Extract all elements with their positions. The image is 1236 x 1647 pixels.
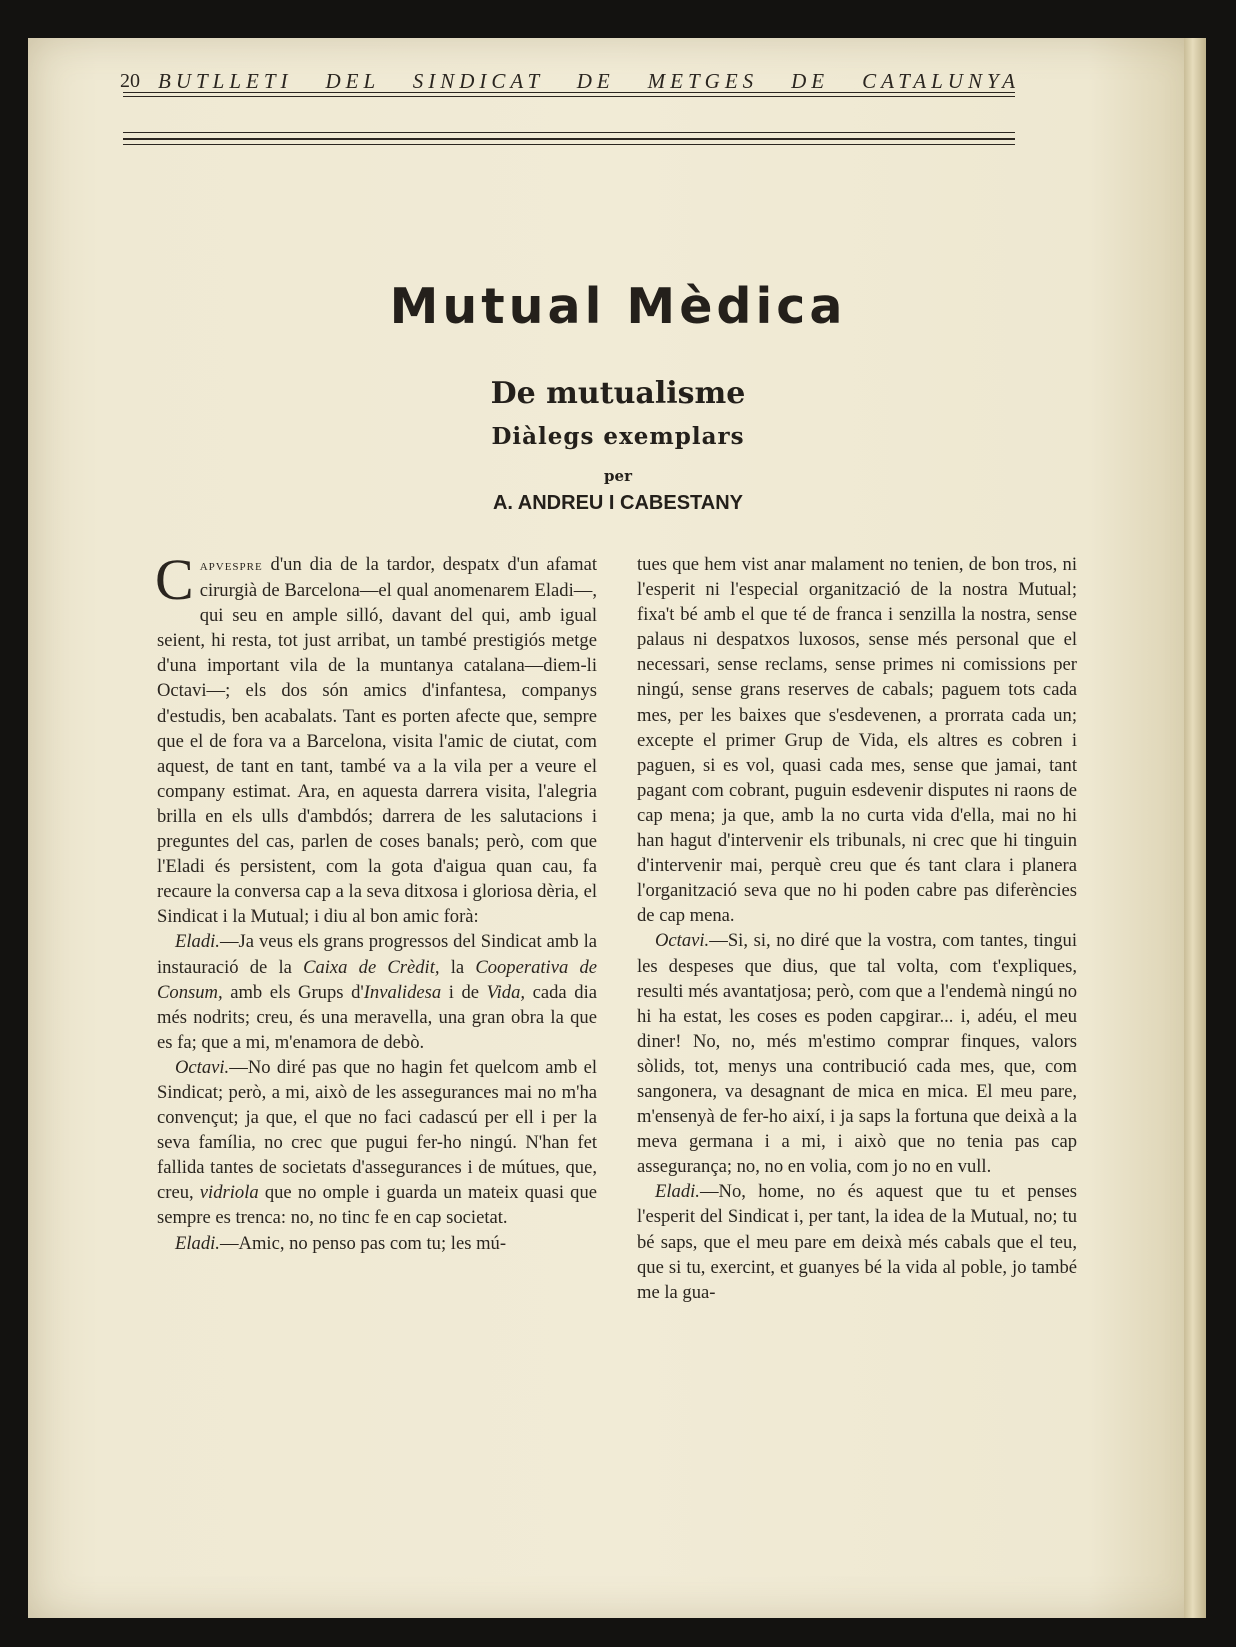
dialogue-text: i de xyxy=(441,981,487,1003)
italic-term: Caixa de Crèdit, xyxy=(303,956,440,978)
dialogue-text: —No, home, no és aquest que tu et penses l'esperit del Sindicat i, per tant, la idea de la Mutual, no; tu bé saps, que el meu pare em deixà més cabals que el teu, que si tu, exercint, et guanyes bé la vida al poble, jo també me la gua- xyxy=(637,1181,1077,1303)
header-rule-bottom-3 xyxy=(123,144,1015,145)
byline-per: per xyxy=(604,467,632,485)
left-column xyxy=(155,547,597,1256)
italic-term: Invalidesa xyxy=(363,981,442,1003)
dialogue-text: la xyxy=(439,956,476,978)
dialogue-eladi-1 xyxy=(157,929,597,1054)
italic-term: vidriola xyxy=(199,1182,259,1204)
drop-cap: C xyxy=(155,547,194,612)
dialogue-octavi-1 xyxy=(157,1055,597,1231)
running-header xyxy=(120,63,1020,99)
running-title: BUTLLETI DEL SINDICAT DE METGES DE CATALUNYA xyxy=(158,68,1020,93)
dialogue-text: amb els Grups d' xyxy=(222,981,364,1003)
italic-term: Cooperativa de Consum, xyxy=(157,956,597,1003)
intro-smallcaps: apvespre xyxy=(199,557,263,574)
dialogue-eladi-3 xyxy=(637,1179,1077,1304)
dialogue-text: que no omple i guarda un mateix quasi que sempre es trenca: no, no tinc fe en cap societat. xyxy=(157,1182,597,1229)
speaker-name: Eladi. xyxy=(175,1232,220,1254)
article-subsubtitle: Diàlegs exemplars xyxy=(491,423,745,450)
paragraph-intro xyxy=(155,547,597,929)
page-number: 20 xyxy=(120,69,140,92)
dialogue-text: —No diré pas que no hagin fet quelcom amb el Sindicat; però, a mi, això de les assegurances mai no m'ha convençut; ja que, el que no faci cadascú per ell i per la seva família, no crec que pugui fer-ho ningú. N'han fet fallida tantes de societats d'assegurances i de mútues, que, creu, xyxy=(157,1056,597,1204)
dialogue-text: —Amic, no penso pas com tu; les mú- xyxy=(219,1232,507,1254)
speaker-name: Eladi. xyxy=(655,1181,700,1203)
dialogue-octavi-2 xyxy=(637,928,1077,1179)
intro-text: d'un dia de la tardor, despatx d'un afamat cirurgià de Barcelona—el qual anomenarem Eladi—, qui seu en ample silló, davant del qui, amb igual seient, hi resta, tot just arribat, un també prestigiós metge d'una important vila de la muntanya catalana—diem-li Octavi—; els dos són amics d'infantesa, companys d'estudis, ben acabalats. Tant es porten afecte que, sempre que el de fora va a Barcelona, visita l'amic de ciutat, com aquest, de tant en tant, també va a la vila per a veure el company estimat. Ara, en aquesta darrera visita, l'alegria brilla en els ulls d'ambdós; darrera de les salutacions i preguntes del cas, parlen de coses banals; però, com que l'Eladi és persistent, com la gota d'aigua quan cau, fa recaure la conversa cap a la seva ditxosa i gloriosa dèria, el Sindicat i la Mutual; i diu al bon amic forà: xyxy=(157,554,597,928)
article-title: Mutual Mèdica xyxy=(389,278,847,335)
dialogue-text: cada dia més nodrits; creu, és una meravella, una gran obra la que es fa; que a mi, m'enamora de debò. xyxy=(157,981,597,1053)
article-author: A. ANDREU I CABESTANY xyxy=(492,492,743,514)
paragraph-continuation: tues que hem vist anar malament no tenien, de bon tros, ni l'esperit ni l'especial organització de la nostra Mutual; fixa't bé amb el que té de franca i senzilla la nostra, sense palaus ni despatxos luxosos, sense més personal que el necessari, sense reclams, sense primes ni comissions per ningú, sense grans reserves de cabals; paguem tots cada mes, per les baixes que s'esdevenen, a prorrata cada un; excepte el primer Grup de Vida, els altres es cobren i paguen, si es vol, quasi cada mes, sense que jamai, tant pagant com cobrant, puguin esdevenir disputes ni raons de cap mena; ja que, amb la no curta vida d'ella, mai no hi han hagut d'intervenir els tribunals, ni crec que hi tinguin d'intervenir mai, perquè creu que és tant clara i planera l'organització seva que no hi poden cabre pas diferències de cap mena. xyxy=(637,554,1077,927)
italic-term: Vida, xyxy=(486,981,526,1003)
article-subtitle: De mutualisme xyxy=(490,376,746,411)
header-rule-bottom xyxy=(123,132,1015,133)
speaker-name: Octavi. xyxy=(655,930,710,952)
dialogue-text: —Si, si, no diré que la vostra, com tantes, tingui les despeses que dius, que tal volta, com t'expliques, resulti més avantatjosa; però, com que a l'endemà ningú no hi ha estat, les coses es poden capgirar... i, adéu, el meu diner! No, no, més m'estimo comprar finques, valors sòlids, tot, menys una contribució cada mes, que, com sangonera, va desagnant de mica en mica. El meu pare, m'ensenyà de fer-ho així, i ja saps la fortuna que deixà a la meva germana i a mi, i això que no tenia pas cap assegurança; no, no en volia, com jo no en vull. xyxy=(637,930,1077,1178)
header-rule-bottom-2 xyxy=(123,138,1015,140)
speaker-name: Eladi. xyxy=(175,931,220,953)
speaker-name: Octavi. xyxy=(175,1056,230,1078)
right-column xyxy=(637,552,1077,1305)
dialogue-eladi-2 xyxy=(157,1231,597,1256)
dialogue-text: —Ja veus els grans progressos del Sindicat amb la instauració de la xyxy=(157,931,597,978)
page-edge xyxy=(1184,38,1206,1618)
